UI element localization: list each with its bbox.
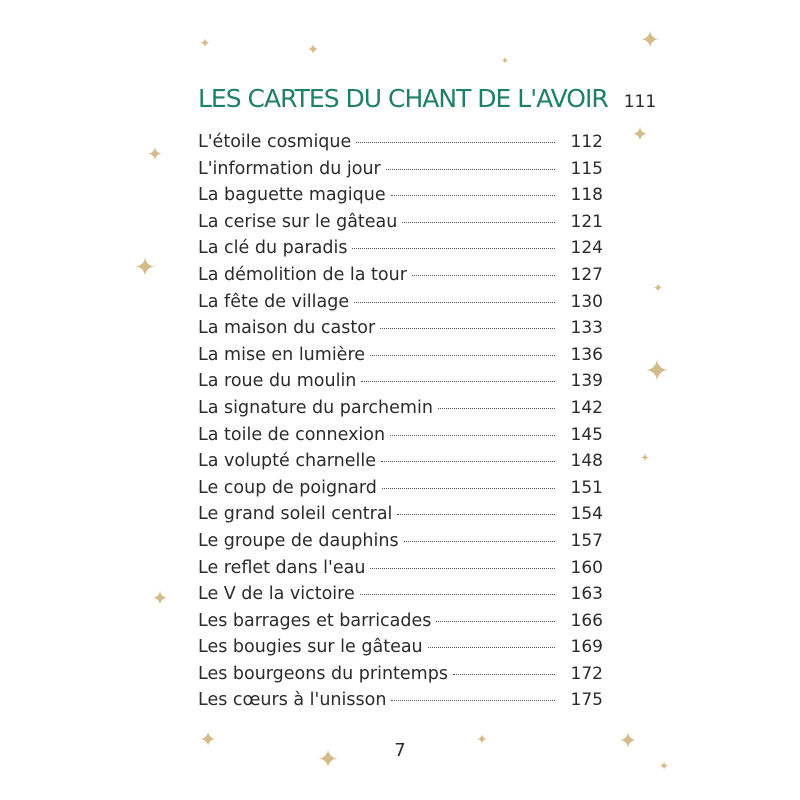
dot-leader	[391, 195, 555, 196]
entry-title: La clé du paradis	[198, 238, 348, 259]
sparkle-star-icon: ✦	[306, 40, 320, 59]
entry-page-number: 172	[570, 663, 603, 684]
toc-entry[interactable]	[198, 238, 603, 265]
toc-entry[interactable]	[198, 212, 603, 239]
sparkle-star-icon: ✦	[658, 759, 670, 773]
toc-entry[interactable]	[198, 664, 603, 691]
entry-page-number: 157	[570, 530, 603, 551]
dot-leader	[390, 435, 555, 436]
entry-page-number: 127	[570, 264, 603, 285]
entry-title: La roue du moulin	[198, 371, 357, 392]
entry-page-number: 169	[570, 637, 603, 658]
entry-title: Les bougies sur le gâteau	[198, 637, 423, 658]
table-of-contents	[198, 84, 657, 717]
entry-page-number: 133	[570, 318, 603, 339]
entry-title: La maison du castor	[198, 318, 376, 339]
dot-leader	[438, 408, 555, 409]
sparkle-star-icon: ✦	[199, 36, 211, 52]
section-page-number: 111	[623, 92, 657, 112]
entry-page-number: 124	[570, 238, 603, 259]
entry-title: Le coup de poignard	[198, 477, 377, 498]
sparkle-star-icon: ✦	[639, 26, 661, 54]
entry-title: La baguette magique	[198, 185, 386, 206]
sparkle-star-icon: ✦	[199, 727, 217, 752]
toc-entry[interactable]	[198, 611, 603, 638]
dot-leader	[412, 275, 555, 276]
dot-leader	[356, 142, 555, 143]
dot-leader	[352, 248, 555, 249]
entry-title: Le V de la victoire	[198, 584, 355, 605]
entry-page-number: 112	[570, 132, 603, 152]
entry-page-number: 136	[570, 344, 603, 365]
dot-leader	[428, 647, 555, 648]
entry-page-number: 130	[570, 291, 603, 312]
entry-page-number: 154	[570, 504, 603, 525]
dot-leader	[404, 541, 555, 542]
toc-entry[interactable]	[198, 584, 603, 611]
entry-page-number: 175	[570, 690, 603, 711]
toc-entry[interactable]	[198, 451, 603, 478]
entry-page-number: 151	[570, 477, 603, 498]
sparkle-star-icon: ✦	[151, 586, 169, 610]
toc-entry[interactable]	[198, 478, 603, 505]
entry-title: Les cœurs à l'unisson	[198, 690, 387, 711]
dot-leader	[360, 594, 555, 595]
entry-page-number: 145	[570, 424, 603, 445]
entry-list	[198, 132, 603, 717]
entry-page-number: 163	[570, 584, 603, 605]
entry-title: La démolition de la tour	[198, 264, 407, 285]
entry-title: La toile de connexion	[198, 424, 386, 445]
dot-leader	[391, 700, 555, 701]
toc-entry[interactable]	[198, 345, 603, 372]
toc-entry[interactable]	[198, 185, 603, 212]
entry-title: La fête de village	[198, 291, 350, 312]
entry-page-number: 121	[570, 211, 603, 232]
entry-title: Le grand soleil central	[198, 504, 393, 525]
entry-page-number: 160	[570, 557, 603, 578]
toc-entry[interactable]	[198, 425, 603, 452]
entry-title: La volupté charnelle	[198, 451, 377, 472]
entry-title: Les barrages et barricades	[198, 610, 432, 631]
toc-entry[interactable]	[198, 318, 603, 345]
toc-entry[interactable]	[198, 132, 603, 159]
dot-leader	[382, 488, 555, 489]
sparkle-star-icon: ✦	[640, 451, 650, 465]
entry-title: Le groupe de dauphins	[198, 530, 399, 551]
sparkle-star-icon: ✦	[631, 122, 649, 146]
section-heading[interactable]	[198, 84, 657, 120]
sparkle-star-icon: ✦	[147, 143, 163, 166]
toc-entry[interactable]	[198, 558, 603, 585]
dot-leader	[397, 514, 555, 515]
sparkle-star-icon: ✦	[652, 281, 664, 295]
entry-page-number: 148	[570, 451, 603, 472]
entry-title: Les bourgeons du printemps	[198, 663, 448, 684]
sparkle-star-icon: ✦	[134, 253, 156, 283]
dot-leader	[370, 568, 555, 569]
toc-entry[interactable]	[198, 690, 603, 717]
sparkle-star-icon: ✦	[476, 732, 488, 748]
entry-page-number: 118	[570, 185, 603, 206]
toc-entry[interactable]	[198, 637, 603, 664]
dot-leader	[436, 621, 555, 622]
entry-title: L'étoile cosmique	[198, 132, 352, 152]
toc-entry[interactable]	[198, 292, 603, 319]
dot-leader	[370, 355, 555, 356]
dot-leader	[380, 328, 555, 329]
entry-page-number: 166	[570, 610, 603, 631]
entry-title: L'information du jour	[198, 158, 381, 179]
entry-title: Le reflet dans l'eau	[198, 557, 366, 578]
entry-title: La mise en lumière	[198, 344, 366, 365]
toc-entry[interactable]	[198, 398, 603, 425]
page-number: 7	[394, 740, 406, 761]
dot-leader	[361, 381, 555, 382]
dot-leader	[453, 674, 555, 675]
entry-page-number: 142	[570, 397, 603, 418]
dot-leader	[354, 302, 555, 303]
sparkle-star-icon: ✦	[644, 354, 670, 389]
entry-page-number: 139	[570, 371, 603, 392]
toc-entry[interactable]	[198, 504, 603, 531]
toc-entry[interactable]	[198, 265, 603, 292]
section-title: LES CARTES DU CHANT DE L'AVOIR	[198, 84, 608, 113]
entry-page-number: 115	[570, 158, 603, 179]
dot-leader	[381, 461, 555, 462]
sparkle-star-icon: ✦	[317, 745, 339, 775]
sparkle-star-icon: ✦	[618, 729, 638, 754]
dot-leader	[386, 169, 555, 170]
entry-title: La cerise sur le gâteau	[198, 211, 398, 232]
toc-entry[interactable]	[198, 159, 603, 186]
sparkle-star-icon: ✦	[500, 56, 510, 67]
entry-title: La signature du parchemin	[198, 397, 433, 418]
toc-entry[interactable]	[198, 531, 603, 558]
toc-entry[interactable]	[198, 371, 603, 398]
dot-leader	[402, 222, 555, 223]
